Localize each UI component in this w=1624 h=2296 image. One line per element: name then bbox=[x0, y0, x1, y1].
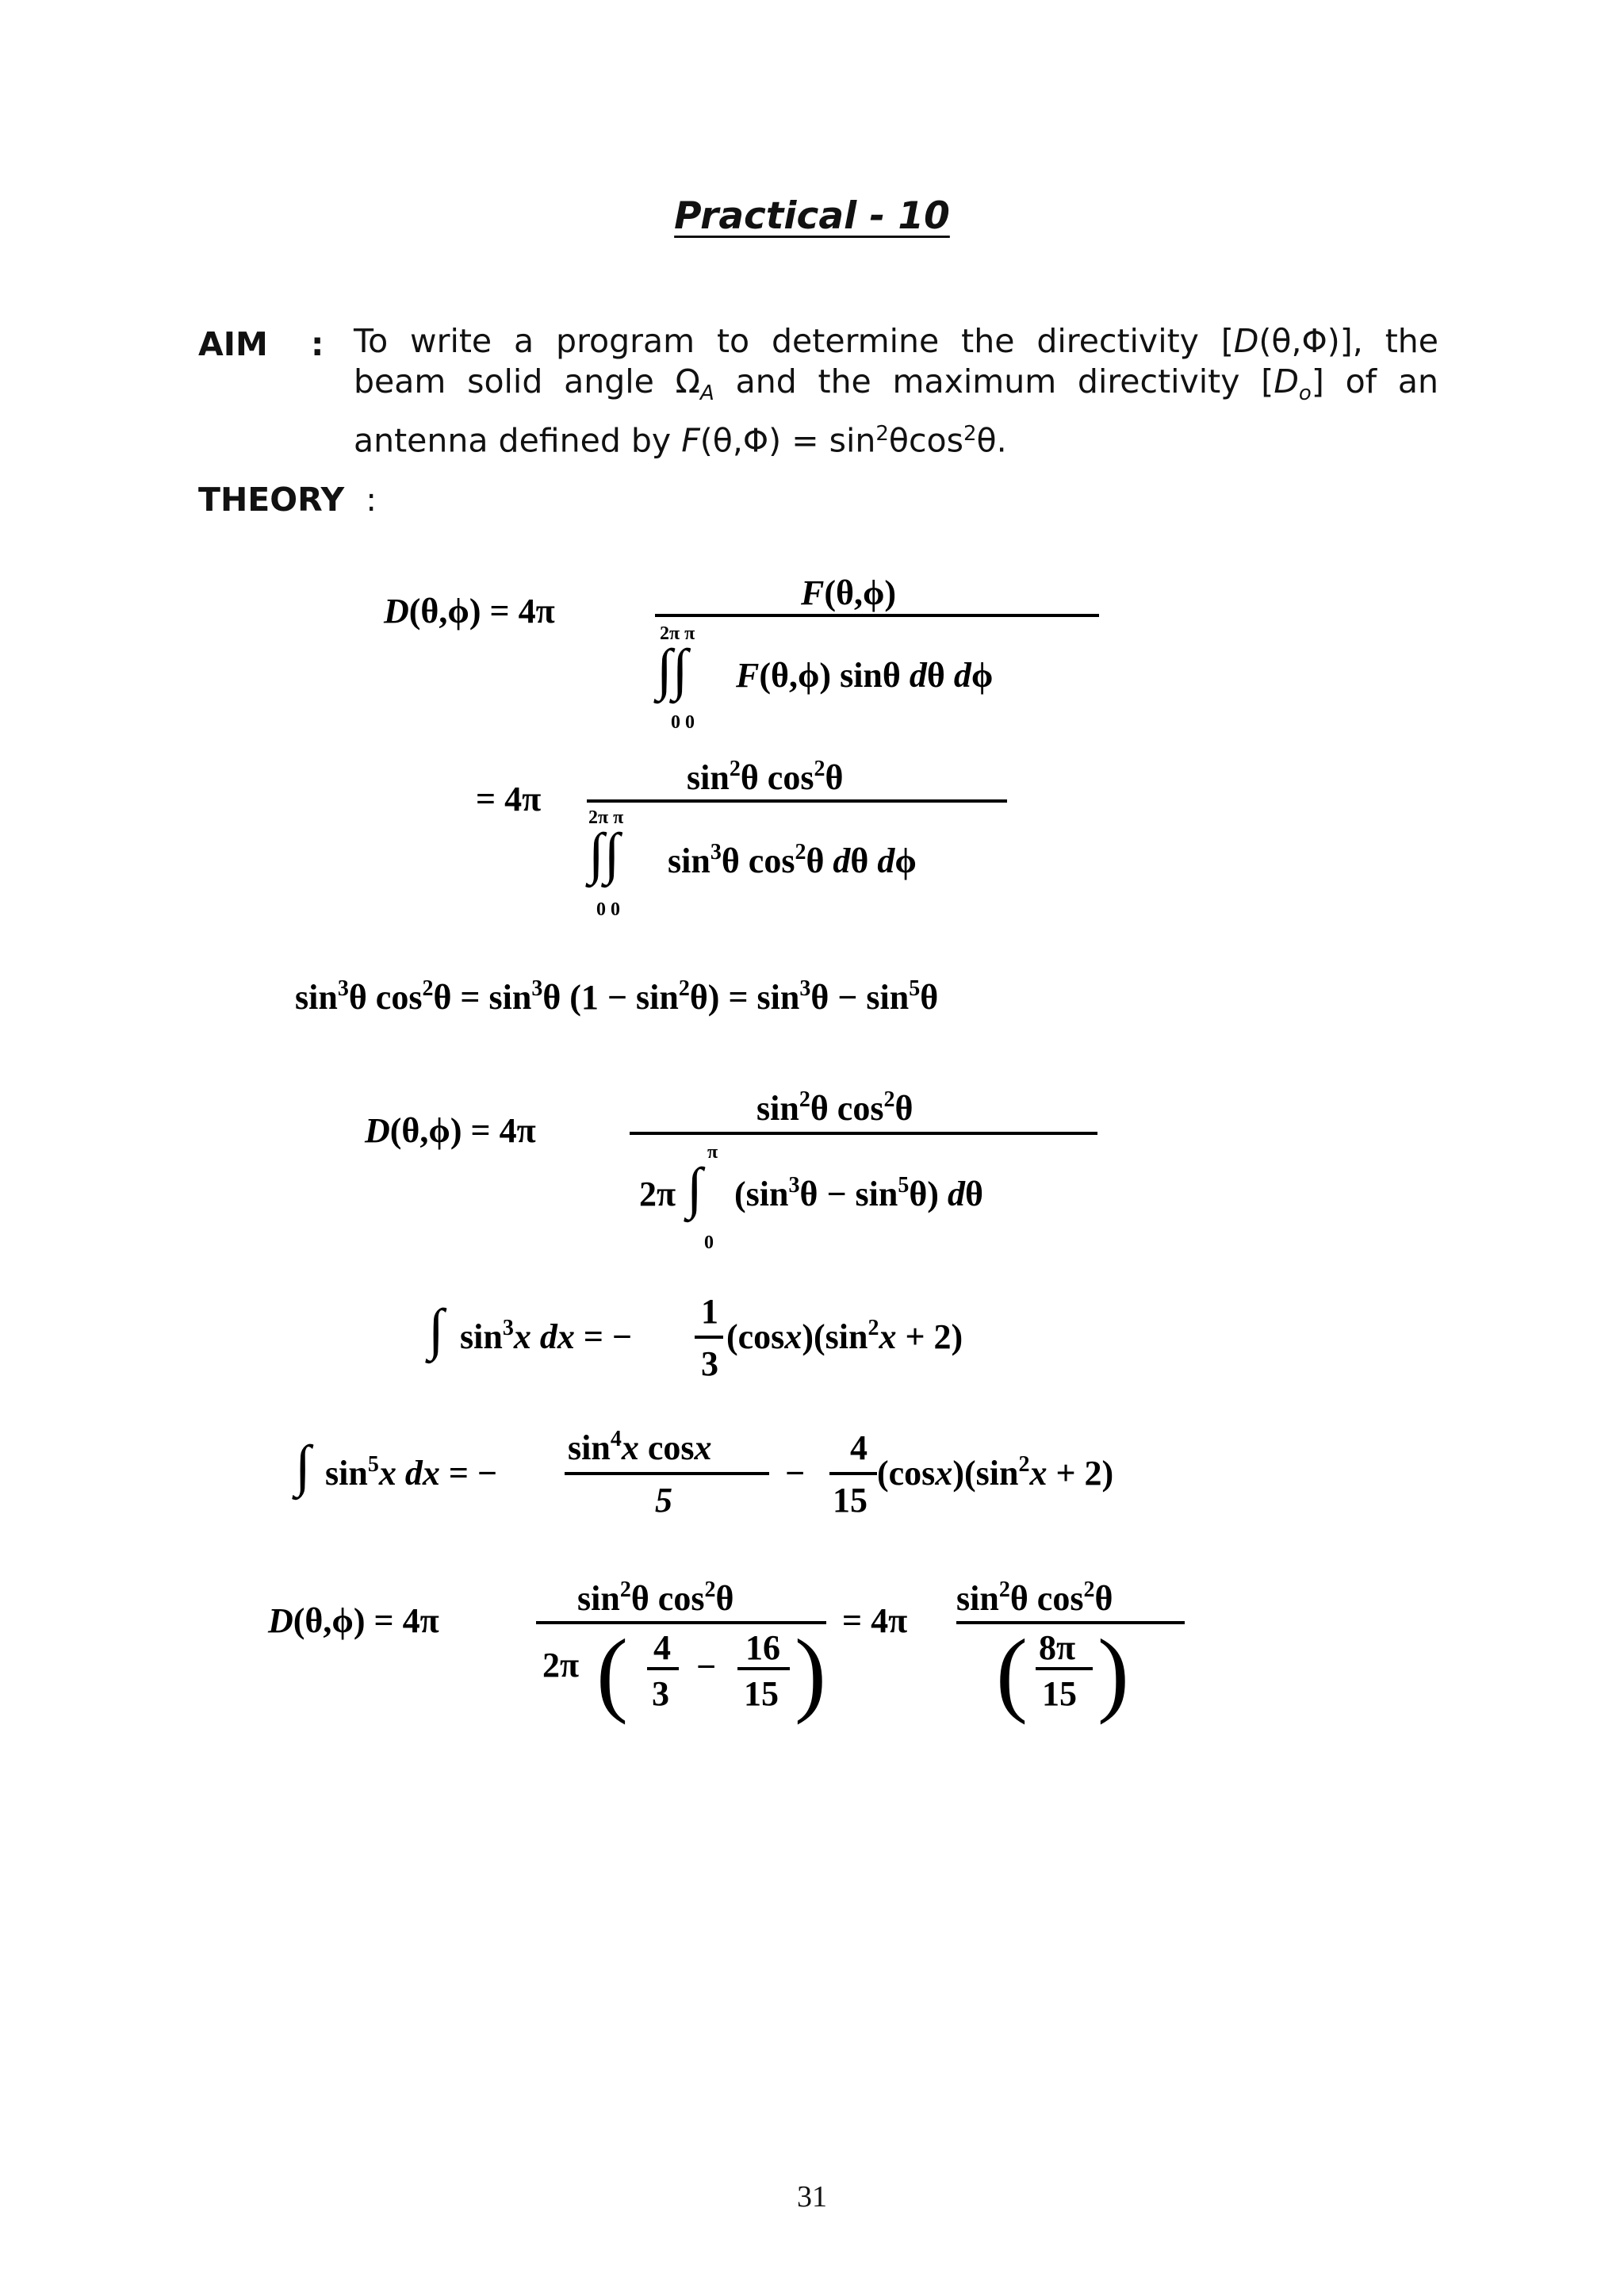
eq7-lhs: D(θ,ϕ) = 4π bbox=[268, 1601, 439, 1640]
page-title: Practical - 10 bbox=[674, 194, 950, 238]
eq1-lower-limits: 0 0 bbox=[671, 712, 695, 733]
eq7-a-numerator: 4 bbox=[653, 1628, 671, 1667]
eq5-frac-numerator: 1 bbox=[701, 1292, 718, 1331]
eq1-numerator: F(θ,ϕ) bbox=[801, 573, 897, 612]
eq7-fraction2-bar bbox=[956, 1621, 1185, 1624]
eq6-integral: ∫ bbox=[295, 1434, 311, 1497]
eq2-denominator: $\sin^3\theta$ $\cos^2\theta$ dθ dϕ bbox=[668, 840, 917, 880]
eq1-denominator: F(θ,ϕ) sinθ dθ dϕ bbox=[736, 656, 994, 695]
theory-colon: : bbox=[366, 481, 377, 519]
eq7-middle: = 4π bbox=[842, 1601, 908, 1640]
eq1-upper-limits: 2π π bbox=[660, 623, 695, 644]
eq7-a-bar bbox=[647, 1667, 679, 1670]
eq4-upper-limit: π bbox=[707, 1142, 718, 1163]
page-number: 31 bbox=[797, 2180, 827, 2214]
eq1-lhs: D(θ,ϕ) = 4π bbox=[384, 592, 555, 631]
eq5-integral: ∫ bbox=[428, 1297, 444, 1361]
eq2-upper-limits: 2π π bbox=[588, 807, 624, 828]
theory-label: THEORY bbox=[198, 481, 345, 519]
eq1-fraction-bar bbox=[655, 614, 1099, 617]
aim-line-3: antenna defined by $F(\theta,\Phi) = \sin^2\theta\cos^2\theta$. bbox=[354, 421, 1007, 460]
eq7-c-bar bbox=[1036, 1667, 1093, 1670]
eq6-fraction1-bar bbox=[565, 1472, 769, 1475]
eq7-left-paren-2: ( bbox=[996, 1619, 1028, 1725]
eq6-frac1-denominator: 5 bbox=[655, 1481, 672, 1520]
eq7-numerator-1: $\sin^2\theta$ $\cos^2\theta$ bbox=[577, 1577, 734, 1618]
eq7-right-paren-1: ) bbox=[795, 1619, 826, 1725]
aim-line-1: To write a program to determine the directivity [D(θ,Φ)], the bbox=[354, 322, 1438, 360]
eq2-lhs: = 4π bbox=[476, 780, 542, 818]
aim-label: AIM bbox=[198, 325, 268, 363]
eq7-fraction1-bar bbox=[536, 1621, 826, 1624]
eq2-numerator: $\sin^2\theta$ $\cos^2\theta$ bbox=[687, 757, 844, 797]
eq7-den-prefix: 2π bbox=[542, 1646, 580, 1685]
eq7-left-paren-1: ( bbox=[596, 1619, 628, 1725]
eq7-c-denominator: 15 bbox=[1042, 1674, 1077, 1713]
eq4-lhs: D(θ,ϕ) = 4π bbox=[365, 1111, 536, 1150]
eq6-frac2-numerator: 4 bbox=[850, 1428, 868, 1467]
eq7-b-bar bbox=[737, 1667, 790, 1670]
eq1-double-integral: ∫∫ bbox=[657, 638, 688, 701]
eq4-fraction-bar bbox=[630, 1132, 1097, 1135]
eq4-denominator-prefix: 2π bbox=[639, 1175, 676, 1213]
eq6-lhs: $\sin^5x$ dx = − bbox=[325, 1452, 497, 1493]
eq4-integral: ∫ bbox=[687, 1156, 703, 1220]
eq7-minus: − bbox=[696, 1647, 717, 1686]
eq5-rhs: $(\cos x)(\sin^2x + 2)$ bbox=[726, 1316, 963, 1356]
eq6-frac2-denominator: 15 bbox=[833, 1481, 868, 1520]
eq2-fraction-bar bbox=[587, 799, 1007, 803]
eq7-a-denominator: 3 bbox=[652, 1674, 669, 1713]
eq6-fraction2-bar bbox=[829, 1472, 877, 1475]
eq7-numerator-2: $\sin^2\theta$ $\cos^2\theta$ bbox=[956, 1577, 1113, 1618]
eq5-lhs: $\sin^3x$ dx = − bbox=[460, 1316, 632, 1356]
eq4-numerator: $\sin^2\theta$ $\cos^2\theta$ bbox=[756, 1087, 914, 1128]
eq6-minus: − bbox=[785, 1454, 806, 1493]
eq2-double-integral: ∫∫ bbox=[588, 822, 620, 885]
aim-text bbox=[354, 321, 1438, 462]
eq7-right-paren-2: ) bbox=[1097, 1619, 1129, 1725]
eq7-b-denominator: 15 bbox=[744, 1674, 779, 1713]
aim-line-2: beam solid angle $\Omega_A$ and the maximum directivity $[D_o]$ of an bbox=[354, 362, 1438, 406]
eq5-frac-denominator: 3 bbox=[701, 1344, 718, 1383]
equation-3: $\sin^3\theta$ $\cos^2\theta = \sin^3\theta$ $(1 - \sin^2\theta) = \sin^3\theta - \sin^5\theta$ bbox=[295, 976, 939, 1017]
aim-colon: : bbox=[311, 325, 324, 363]
theory-heading bbox=[198, 481, 377, 519]
eq2-lower-limits: 0 0 bbox=[596, 899, 620, 920]
eq5-fraction-bar bbox=[695, 1336, 723, 1339]
eq6-rhs: $(\cos x)(\sin^2x + 2)$ bbox=[877, 1452, 1114, 1493]
eq7-b-numerator: 16 bbox=[745, 1628, 780, 1667]
eq6-frac1-numerator: $\sin^4x$ cosx bbox=[568, 1427, 712, 1467]
eq4-denominator: $(\sin^3\theta - \sin^5\theta)$ dθ bbox=[734, 1173, 983, 1213]
eq4-lower-limit: 0 bbox=[704, 1232, 714, 1253]
eq7-c-numerator: 8π bbox=[1039, 1628, 1076, 1667]
